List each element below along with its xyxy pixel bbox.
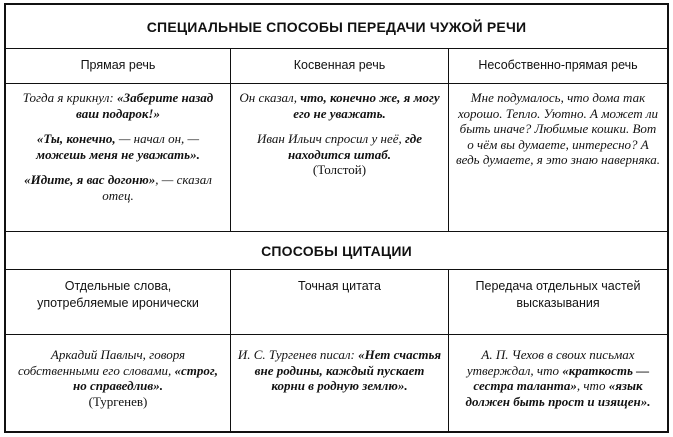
ironic-words-example: Аркадий Павлыч, говоря собственными его словами, «строг, но справедлив». (Тургенев)	[18, 347, 218, 409]
header-exact-quote: Точная цитата	[230, 270, 448, 334]
section1-body-row	[6, 83, 667, 231]
indirect-example-1: Он сказал, что, конечно же, я могу его не уважать.	[239, 90, 440, 121]
partial-quote-example: А. П. Чехов в своих письмах утверждал, что «краткость — сестра таланта», что «язык должен быть прост и изящен».	[448, 335, 667, 431]
section1-title: СПЕЦИАЛЬНЫЕ СПОСОБЫ ПЕРЕДАЧИ ЧУЖОЙ РЕЧИ	[146, 18, 527, 35]
section1-header-row	[6, 48, 667, 83]
header-quasi-direct-speech: Несобственно-прямая речь	[448, 49, 667, 83]
header-partial-quote: Передача отдельных частей высказывания	[448, 270, 667, 334]
section1-banner-row	[6, 5, 667, 48]
section2-title: СПОСОБЫ ЦИТАЦИИ	[261, 242, 412, 259]
header-direct-speech: Прямая речь	[80, 58, 156, 72]
speech-table	[4, 3, 669, 433]
section2-banner-row	[6, 231, 667, 269]
direct-example-3: «Идите, я вас догоню», — сказал отец.	[24, 172, 212, 203]
indirect-source: (Толстой)	[312, 162, 367, 177]
direct-example-2: «Ты, конечно, — начал он, — можешь меня не уважать».	[36, 131, 200, 162]
direct-speech-examples	[6, 84, 230, 231]
direct-example-1: Тогда я крикнул: «Заберите назад ваш подарок!»	[22, 90, 214, 121]
section2-header-row	[6, 269, 667, 334]
indirect-speech-examples	[230, 84, 448, 231]
indirect-example-2: Иван Ильич спросил у неё, где находится штаб. (Толстой)	[256, 131, 423, 177]
exact-quote-example: И. С. Тургенев писал: «Нет счастья вне родины, каждый пускает корни в родную землю».	[230, 335, 448, 431]
header-indirect-speech: Косвенная речь	[230, 49, 448, 83]
ironic-source: (Тургенев)	[88, 393, 148, 409]
section2-body-row	[6, 334, 667, 431]
quasi-direct-speech-example: Мне подумалось, что дома так хорошо. Тепло. Уютно. А может ли быть иначе? Любимые кошки. Вот о чём вы думаете, интересно? А ведь думаете, я это знаю наверняка.	[448, 84, 667, 231]
header-ironic-words: Отдельные слова, употребляемые иронически	[37, 279, 199, 310]
